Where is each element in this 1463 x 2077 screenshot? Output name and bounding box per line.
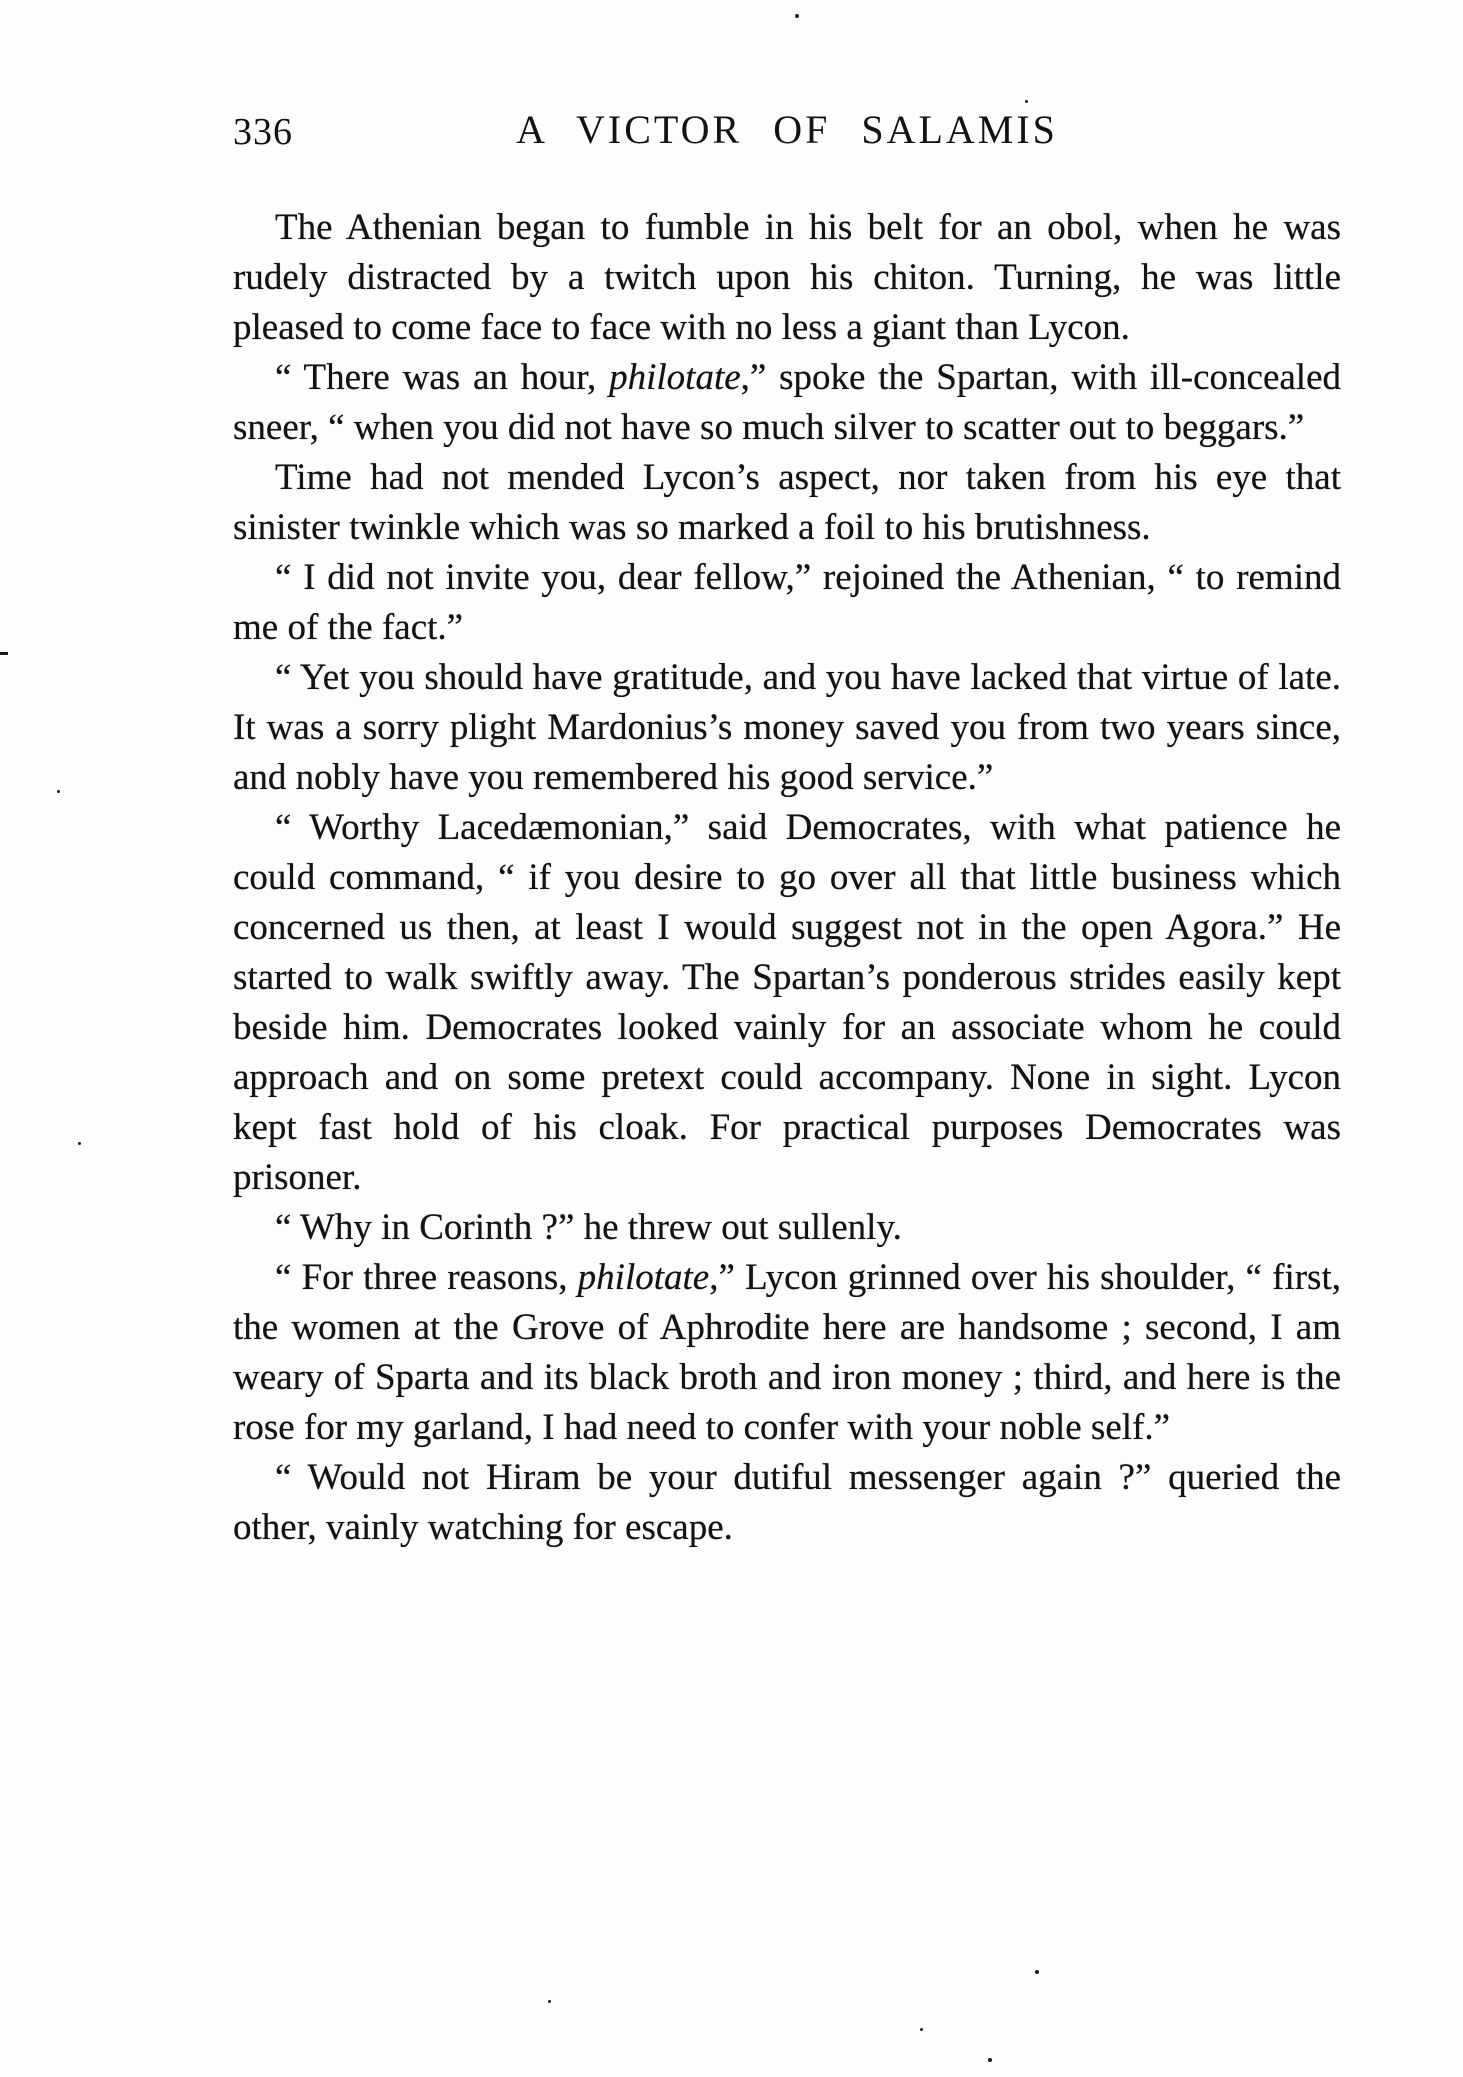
scan-speck (0, 652, 8, 655)
scan-speck (78, 1142, 81, 1145)
running-title: A VICTOR OF SALAMIS (516, 107, 1058, 152)
scan-speck (1035, 1970, 1039, 1974)
text-run: “ Would not Hiram be your dutiful messenger again ?” queried the other, vainly watching for escape. (233, 1457, 1341, 1548)
text-run: ,” Lycon grinned over his shoulder, “ first, the women at the Grove of Aphrodite here are handsome ; second, I am weary of Sparta and its black broth and iron money ; third, and here is the rose for my garland, I had need to confer with your noble self.” (233, 1257, 1341, 1448)
paragraph (233, 453, 1341, 553)
paragraph (233, 1253, 1341, 1453)
text-run: “ Why in Corinth ?” he threw out sullenly. (275, 1207, 902, 1248)
page-header (233, 106, 1341, 158)
paragraph (233, 553, 1341, 653)
text-run: “ For three reasons, (275, 1257, 578, 1298)
paragraph (233, 1453, 1341, 1553)
paragraph (233, 803, 1341, 1203)
text-run: “ There was an hour, (275, 357, 610, 398)
paragraph (233, 1203, 1341, 1253)
scan-speck (548, 2000, 551, 2003)
text-run: “ Yet you should have gratitude, and you have lacked that virtue of late. It was a sorry plight Mardonius’s money saved you from two years since, and nobly have you remembered his good service.” (233, 657, 1341, 798)
page-body-text (233, 203, 1341, 1553)
scan-speck (920, 2028, 923, 2031)
text-run: ,” spoke the Spartan, with ill-concealed sneer, “ when you did not have so much silver to scatter out to beggars.” (233, 357, 1341, 448)
text-run: “ Worthy Lacedæmonian,” said Democrates, with what patience he could command, “ if you desire to go over all that little business which concerned us then, at least I would suggest not in the open Agora.” He started to walk swiftly away. The Spartan’s ponderous strides easily kept beside him. Democrates looked vainly for an associate whom he could approach and on some pretext could accompany. None in sight. Lycon kept fast hold of his cloak. For practical purposes Democrates was prisoner. (233, 807, 1341, 1198)
scan-speck (57, 790, 60, 793)
paragraph (233, 653, 1341, 803)
scan-speck (988, 2058, 992, 2062)
paragraph (233, 353, 1341, 453)
text-run: “ I did not invite you, dear fellow,” rejoined the Athenian, “ to remind me of the fact.” (233, 557, 1341, 648)
text-run: Time had not mended Lycon’s aspect, nor taken from his eye that sinister twinkle which was so marked a foil to his brutishness. (233, 457, 1341, 548)
page-number: 336 (233, 111, 293, 153)
scan-speck (795, 14, 799, 18)
italic-run: philotate (609, 357, 741, 398)
text-run: The Athenian began to fumble in his belt for an obol, when he was rudely distracted by a twitch upon his chiton. Turning, he was little pleased to come face to face with no less a giant than Lycon. (233, 207, 1341, 348)
scan-speck (1025, 100, 1028, 103)
italic-run: philotate (577, 1257, 710, 1298)
paragraph (233, 203, 1341, 353)
